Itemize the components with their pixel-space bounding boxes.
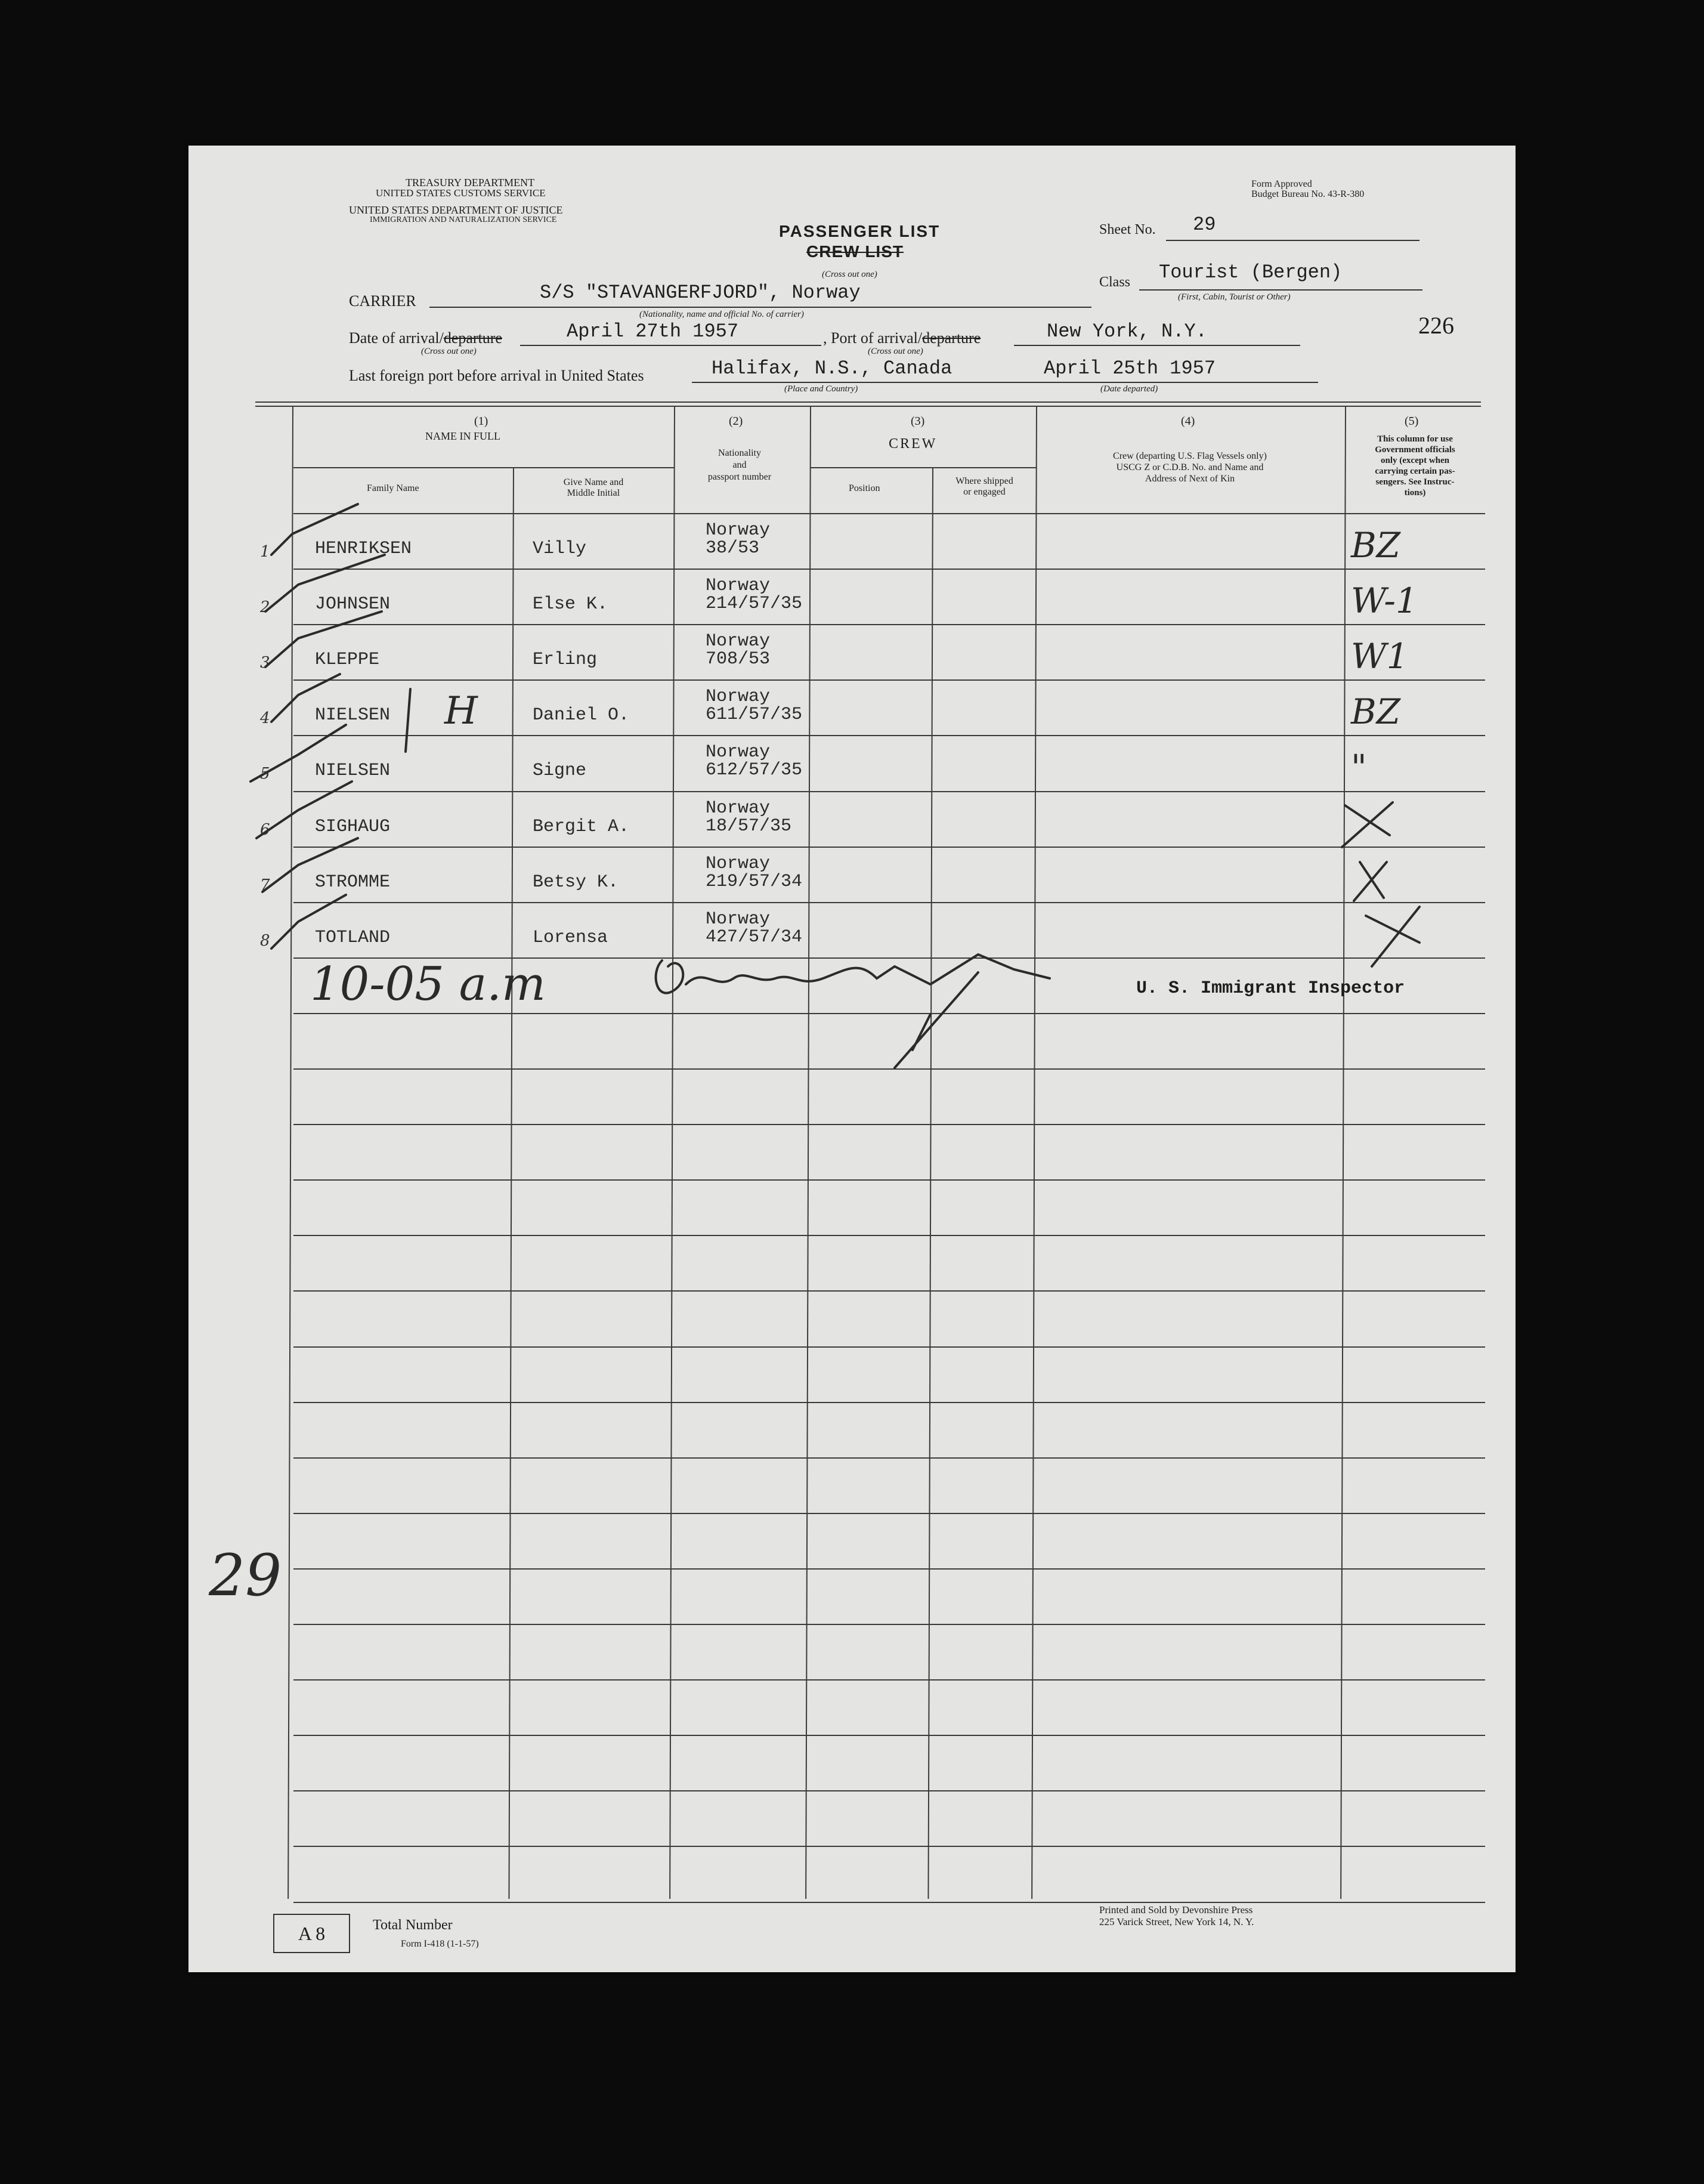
date-departed-value: April 25th 1957 (1044, 357, 1216, 379)
given-name: Daniel O. (533, 705, 630, 725)
col3a-title: Position (849, 483, 880, 493)
row-number: 5 (260, 765, 270, 783)
given-name: Bergit A. (533, 817, 630, 837)
ins-service: IMMIGRATION AND NATURALIZATION SERVICE (370, 215, 557, 224)
date-arrival-label: Date of arrival/departure (349, 329, 502, 347)
check-mark-8 (271, 895, 346, 949)
page-number: 226 (1418, 312, 1454, 339)
family-name: NIELSEN (315, 761, 391, 781)
row-number: 4 (260, 709, 270, 727)
class-value: Tourist (Bergen) (1159, 261, 1343, 283)
check-mark-6 (256, 781, 352, 838)
check-mark-2 (265, 555, 385, 611)
col5-num: (5) (1405, 415, 1419, 428)
signature (656, 954, 1050, 1068)
row-number: 3 (260, 654, 270, 672)
row-number: 6 (260, 821, 270, 839)
check-mark-5 (251, 725, 346, 781)
col1b-title: Give Name and Middle Initial (563, 477, 624, 498)
family-name: HENRIKSEN (315, 539, 412, 559)
budget-bureau: Budget Bureau No. 43-R-380 (1251, 189, 1365, 199)
official-mark: BZ (1351, 691, 1400, 732)
time-stamp: 10-05 a.m (310, 957, 546, 1011)
total-box: A 8 (273, 1914, 350, 1953)
title-crew-list: CREW LIST (806, 242, 904, 261)
check-mark-1 (271, 504, 358, 555)
printer-line-2: 225 Varick Street, New York 14, N. Y. (1099, 1916, 1254, 1927)
printer-line-1: Printed and Sold by Devonshire Press (1099, 1904, 1253, 1916)
col3b-title: Where shipped or engaged (955, 476, 1013, 497)
x-mark-7 (1354, 862, 1387, 901)
col1a-title: Family Name (367, 483, 419, 493)
carrier-label: CARRIER (349, 292, 416, 310)
port-arrival-value: New York, N.Y. (1047, 320, 1207, 342)
nationality: Norway (706, 576, 771, 596)
margin-number: 29 (209, 1542, 282, 1609)
col4-title: Crew (departing U.S. Flag Vessels only) USCG Z or C.D.B. No. and Name and Address of Next of Kin (1113, 451, 1267, 484)
official-mark: W1 (1351, 636, 1409, 676)
carrier-value: S/S "STAVANGERFJORD", Norway (540, 282, 861, 304)
row-number: 7 (260, 876, 270, 894)
family-bracket (406, 689, 410, 752)
col4-num: (4) (1181, 415, 1195, 428)
given-name: Else K. (533, 594, 608, 614)
family-name: JOHNSEN (315, 594, 391, 614)
form-approved: Form Approved (1251, 179, 1312, 189)
treasury-dept: TREASURY DEPARTMENT (406, 177, 535, 189)
title-passenger-list: PASSENGER LIST (779, 222, 941, 240)
passport-number: 708/53 (706, 649, 771, 669)
class-sub: (First, Cabin, Tourist or Other) (1178, 292, 1291, 302)
x-mark-8 (1366, 907, 1420, 966)
passport-number: 38/53 (706, 538, 760, 558)
x-mark-6 (1342, 802, 1393, 847)
given-name: Lorensa (533, 928, 608, 948)
check-mark-3 (265, 611, 382, 667)
official-mark: BZ (1351, 525, 1400, 566)
class-label: Class (1099, 274, 1131, 290)
date-departed-sub: (Date departed) (1100, 384, 1158, 394)
nationality: Norway (706, 854, 771, 874)
col5-title: This column for use Government officials only (except when carrying certain pas- sengers. See Instruc- tions) (1375, 434, 1455, 498)
passport-number: 214/57/35 (706, 594, 803, 614)
row-number: 8 (260, 932, 270, 950)
form-number: Form I-418 (1-1-57) (401, 1939, 479, 1949)
col3-title: CREW (889, 436, 938, 452)
row-number: 2 (260, 598, 270, 616)
check-mark-4 (271, 674, 340, 722)
nationality: Norway (706, 687, 771, 707)
sheet-label: Sheet No. (1099, 222, 1156, 237)
port-arrival-sub: (Cross out one) (868, 347, 923, 356)
nationality: Norway (706, 909, 771, 929)
col1-num: (1) (474, 415, 488, 428)
col2-num: (2) (729, 415, 743, 428)
inspector-label: U. S. Immigrant Inspector (1136, 978, 1405, 999)
last-port-value: Halifax, N.S., Canada (712, 357, 952, 379)
nationality: Norway (706, 520, 771, 540)
date-arrival-sub: (Cross out one) (421, 347, 477, 356)
family-name: KLEPPE (315, 650, 380, 670)
date-arrival-value: April 27th 1957 (567, 320, 739, 342)
last-port-sub: (Place and Country) (784, 384, 858, 394)
col2-title: Nationality and passport number (707, 448, 772, 482)
col3-num: (3) (911, 415, 925, 428)
sheet-number: 29 (1193, 214, 1216, 236)
last-port-label: Last foreign port before arrival in United States (349, 367, 644, 384)
family-name: TOTLAND (315, 928, 391, 948)
customs-service: UNITED STATES CUSTOMS SERVICE (376, 187, 546, 199)
official-mark: " (1351, 747, 1367, 787)
passport-number: 611/57/35 (706, 705, 803, 725)
total-label: Total Number (373, 1917, 453, 1933)
row-number: 1 (260, 543, 270, 561)
passport-number: 427/57/34 (706, 927, 803, 947)
given-name: Erling (533, 650, 598, 670)
family-name: NIELSEN (315, 705, 391, 725)
passport-number: 18/57/35 (706, 816, 792, 836)
passport-number: 219/57/34 (706, 872, 803, 892)
title-cross-out: (Cross out one) (822, 270, 877, 279)
official-mark: W-1 (1351, 580, 1418, 621)
nationality: Norway (706, 742, 771, 762)
check-mark-7 (262, 838, 358, 892)
justice-dept: UNITED STATES DEPARTMENT OF JUSTICE (349, 204, 563, 216)
family-name: SIGHAUG (315, 817, 391, 837)
given-name: Betsy K. (533, 872, 619, 892)
carrier-sub: (Nationality, name and official No. of carrier) (639, 310, 804, 319)
col1-title: NAME IN FULL (425, 430, 500, 442)
nationality: Norway (706, 798, 771, 818)
port-arrival-label: , Port of arrival/departure (823, 329, 981, 347)
given-name: Signe (533, 761, 587, 781)
family-name: STROMME (315, 872, 391, 892)
given-name: Villy (533, 539, 587, 559)
nationality: Norway (706, 631, 771, 651)
passport-number: 612/57/35 (706, 760, 803, 780)
family-mark-h: H (444, 689, 478, 733)
